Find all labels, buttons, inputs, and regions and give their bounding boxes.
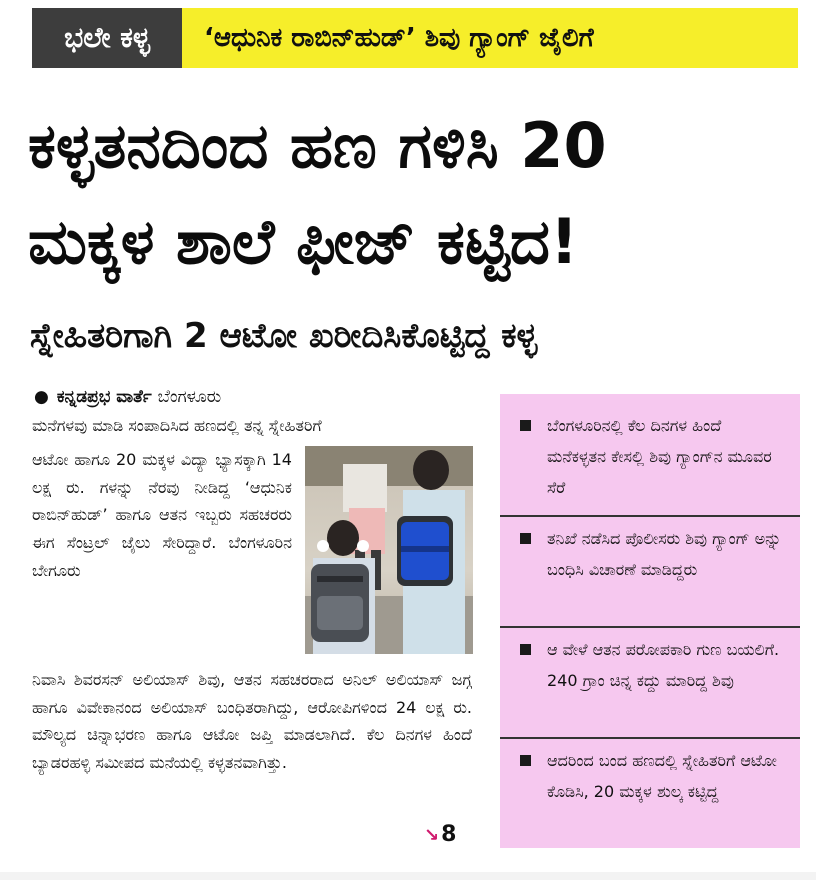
highlight-item [500, 626, 800, 737]
headline-line-2: ಮಕ್ಕಳ ಶಾಲೆ ಫೀಜ್ ಕಟ್ಟಿದ! [28, 205, 579, 278]
square-bullet-icon [520, 755, 531, 766]
highlight-text: ತನಿಖೆ ನಡೆಸಿದ ಪೊಲೀಸರು ಶಿವು ಗ್ಯಾಂಗ್ ಅನ್ನು ಬಂಧಿಸಿ ವಿಚಾರಣೆ ಮಾಡಿದ್ದರು [547, 529, 782, 579]
highlight-text: ಬೆಂಗಳೂರಿನಲ್ಲಿ ಕೆಲ ದಿನಗಳ ಹಿಂದೆ ಮನೆಕಳ್ಳತನ ಕೇಸಲ್ಲಿ ಶಿವು ಗ್ಯಾಂಗ್‌ನ ಮೂವರ ಸೆರೆ [547, 416, 772, 497]
continued-page-number: 8 [441, 822, 457, 847]
highlight-text: ಆದರಿಂದ ಬಂದ ಹಣದಲ್ಲಿ ಸ್ನೇಹಿತರಿಗೆ ಆಟೋ ಕೊಡಿಸಿ, 20 ಮಕ್ಕಳ ಶುಲ್ಕ ಕಟ್ಟಿದ್ದ [547, 751, 777, 801]
square-bullet-icon [520, 644, 531, 655]
kicker-banner [32, 8, 798, 68]
byline [34, 382, 221, 412]
bullet-icon: ● [34, 387, 49, 407]
children-school-photo [305, 446, 473, 654]
photo-illustration [305, 446, 473, 654]
continued-on-page [424, 820, 456, 850]
square-bullet-icon [520, 420, 531, 431]
highlight-item [500, 515, 800, 626]
arrow-down-right-icon: ↘ [424, 825, 440, 846]
subheadline: ಸ್ನೇಹಿತರಿಗಾಗಿ 2 ಆಟೋ ಖರೀದಿಸಿಕೊಟ್ಟಿದ್ದ ಕಳ್ಳ [30, 316, 538, 356]
highlights-box [500, 394, 800, 848]
square-bullet-icon [520, 533, 531, 544]
headline-line-1: ಕಳ್ಳತನದಿಂದ ಹಣ ಗಳಿಸಿ 20 [28, 109, 607, 182]
story-paragraph-2: ನಿವಾಸಿ ಶಿವರಸನ್ ಅಲಿಯಾಸ್ ಶಿವು, ಆತನ ಸಹಚರರಾದ ಅನಿಲ್ ಅಲಿಯಾಸ್ ಜಗ್ಗ ಹಾಗೂ ವಿವೇಕಾನಂದ ಅಲಿಯಾಸ್ ಬಂಧಿತರಾಗಿದ್ದು, ಆರೋಪಿಗಳಿಂದ 24 ಲಕ್ಷ ರು. ಮೌಲ್ಯದ ಚಿನ್ನಾಭರಣ ಹಾಗೂ ಆಟೋ ಜಪ್ತಿ ಮಾಡಲಾಗಿದೆ. ಕೆಲ ದಿನಗಳ ಹಿಂದೆ ಬ್ಯಾಡರಹಳ್ಳಿ ಸಮೀಪದ ಮನೆಯಲ್ಲಿ ಕಳ್ಳತನವಾಗಿತ್ತು. [32, 670, 472, 773]
story-paragraph-1-wrap: ಆಟೋ ಹಾಗೂ 20 ಮಕ್ಕಳ ವಿದ್ಯಾ ಭ್ಯಾಸಕ್ಕಾಗಿ 14 ಲಕ್ಷ ರು. ಗಳನ್ನು ನೆರವು ನೀಡಿದ್ದ ‘ಆಧುನಿಕ ರಾಬಿನ್‌ಹುಡ್’ ಹಾಗೂ ಆತನ ಇಬ್ಬರು ಸಹಚರರು ಈಗ ಸೆಂಟ್ರಲ್ ಜೈಲು ಸೇರಿದ್ದಾರೆ. ಬೆಂಗಳೂರಿನ ಬೇಗೂರು [32, 450, 292, 580]
page-bottom-rule [0, 872, 816, 880]
byline-agency: ಕನ್ನಡಪ್ರಭ ವಾರ್ತೆ [56, 387, 152, 407]
highlight-item [500, 404, 800, 515]
highlight-text: ಆ ವೇಳೆ ಆತನ ಪರೋಪಕಾರಿ ಗುಣ ಬಯಲಿಗೆ. 240 ಗ್ರಾಂ ಚಿನ್ನ ಕದ್ದು ಮಾರಿದ್ದ ಶಿವು [547, 640, 780, 690]
kicker-tag: ಭಲೇ ಕಳ್ಳ [32, 8, 182, 68]
kicker-text: ‘ಆಧುನಿಕ ರಾಬಿನ್‌ಹುಡ್’ ಶಿವು ಗ್ಯಾಂಗ್ ಜೈಲಿಗೆ [204, 23, 594, 53]
highlight-item [500, 737, 800, 848]
byline-place: ಬೆಂಗಳೂರು [157, 387, 222, 407]
story-paragraph-1-lead: ಮನೆಗಳವು ಮಾಡಿ ಸಂಪಾದಿಸಿದ ಹಣದಲ್ಲಿ ತನ್ನ ಸ್ನೇಹಿತರಿಗೆ [32, 416, 322, 435]
